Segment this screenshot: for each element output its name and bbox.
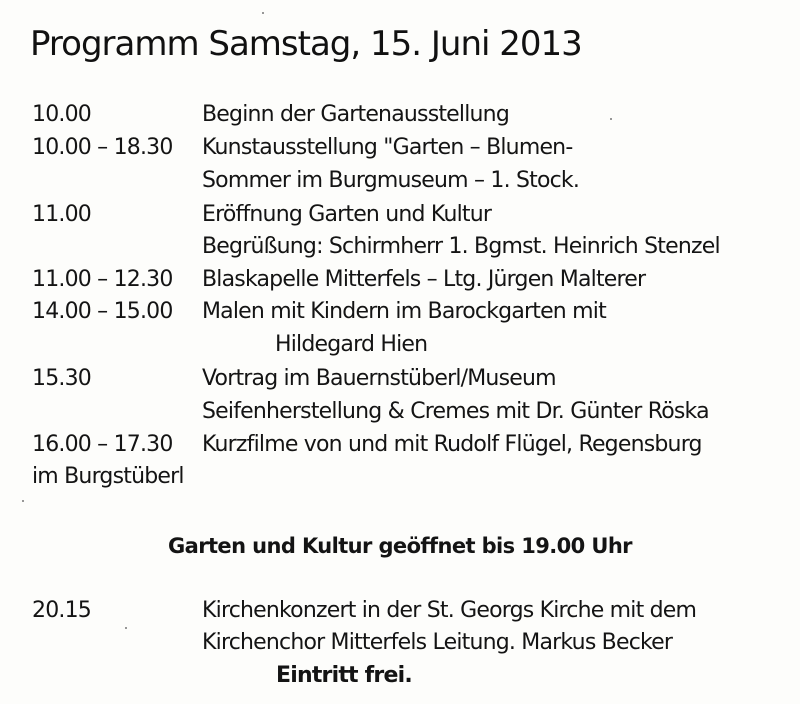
entry-time: 10.00 [32, 102, 91, 127]
entry-time: 10.00 – 18.30 [32, 135, 173, 160]
entry-text: Blaskapelle Mitterfels – Ltg. Jürgen Malterer [202, 267, 646, 292]
entry-time: 20.15 [32, 598, 91, 623]
entry-text: Seifenherstellung & Cremes mit Dr. Günter Röska [202, 399, 709, 424]
entry-text: Eröffnung Garten und Kultur [202, 202, 492, 227]
entry-text: Kirchenkonzert in der St. Georgs Kirche mit dem [202, 598, 697, 623]
entry-text: Kirchenchor Mitterfels Leitung. Markus Becker [202, 630, 673, 655]
entry-text: Malen mit Kindern im Barockgarten mit [202, 299, 606, 324]
scan-speck [262, 12, 264, 14]
entry-time: 11.00 – 12.30 [32, 267, 173, 292]
entry-time: 16.00 – 17.30 [32, 432, 173, 457]
entry-text: Hildegard Hien [275, 332, 428, 357]
entry-text: Sommer im Burgmuseum – 1. Stock. [202, 168, 580, 193]
entry-text: Kurzfilme von und mit Rudolf Flügel, Regensburg [202, 432, 702, 457]
admission-note: Eintritt frei. [276, 663, 412, 688]
scan-speck [125, 627, 127, 629]
entry-text: Vortrag im Bauernstüberl/Museum [202, 366, 556, 391]
entry-text: Begrüßung: Schirmherr 1. Bgmst. Heinrich Stenzel [202, 234, 720, 259]
entry-time: 15.30 [32, 366, 91, 391]
entry-text: Beginn der Gartenausstellung [202, 102, 509, 127]
page-title: Programm Samstag, 15. Juni 2013 [30, 24, 582, 64]
opening-hours-notice: Garten und Kultur geöffnet bis 19.00 Uhr [168, 534, 632, 558]
scan-speck [22, 500, 24, 502]
entry-text: im Burgstüberl [32, 464, 184, 489]
scan-speck [610, 118, 612, 120]
entry-time: 14.00 – 15.00 [32, 299, 173, 324]
entry-time: 11.00 [32, 202, 91, 227]
entry-text: Kunstausstellung "Garten – Blumen- [202, 135, 573, 160]
